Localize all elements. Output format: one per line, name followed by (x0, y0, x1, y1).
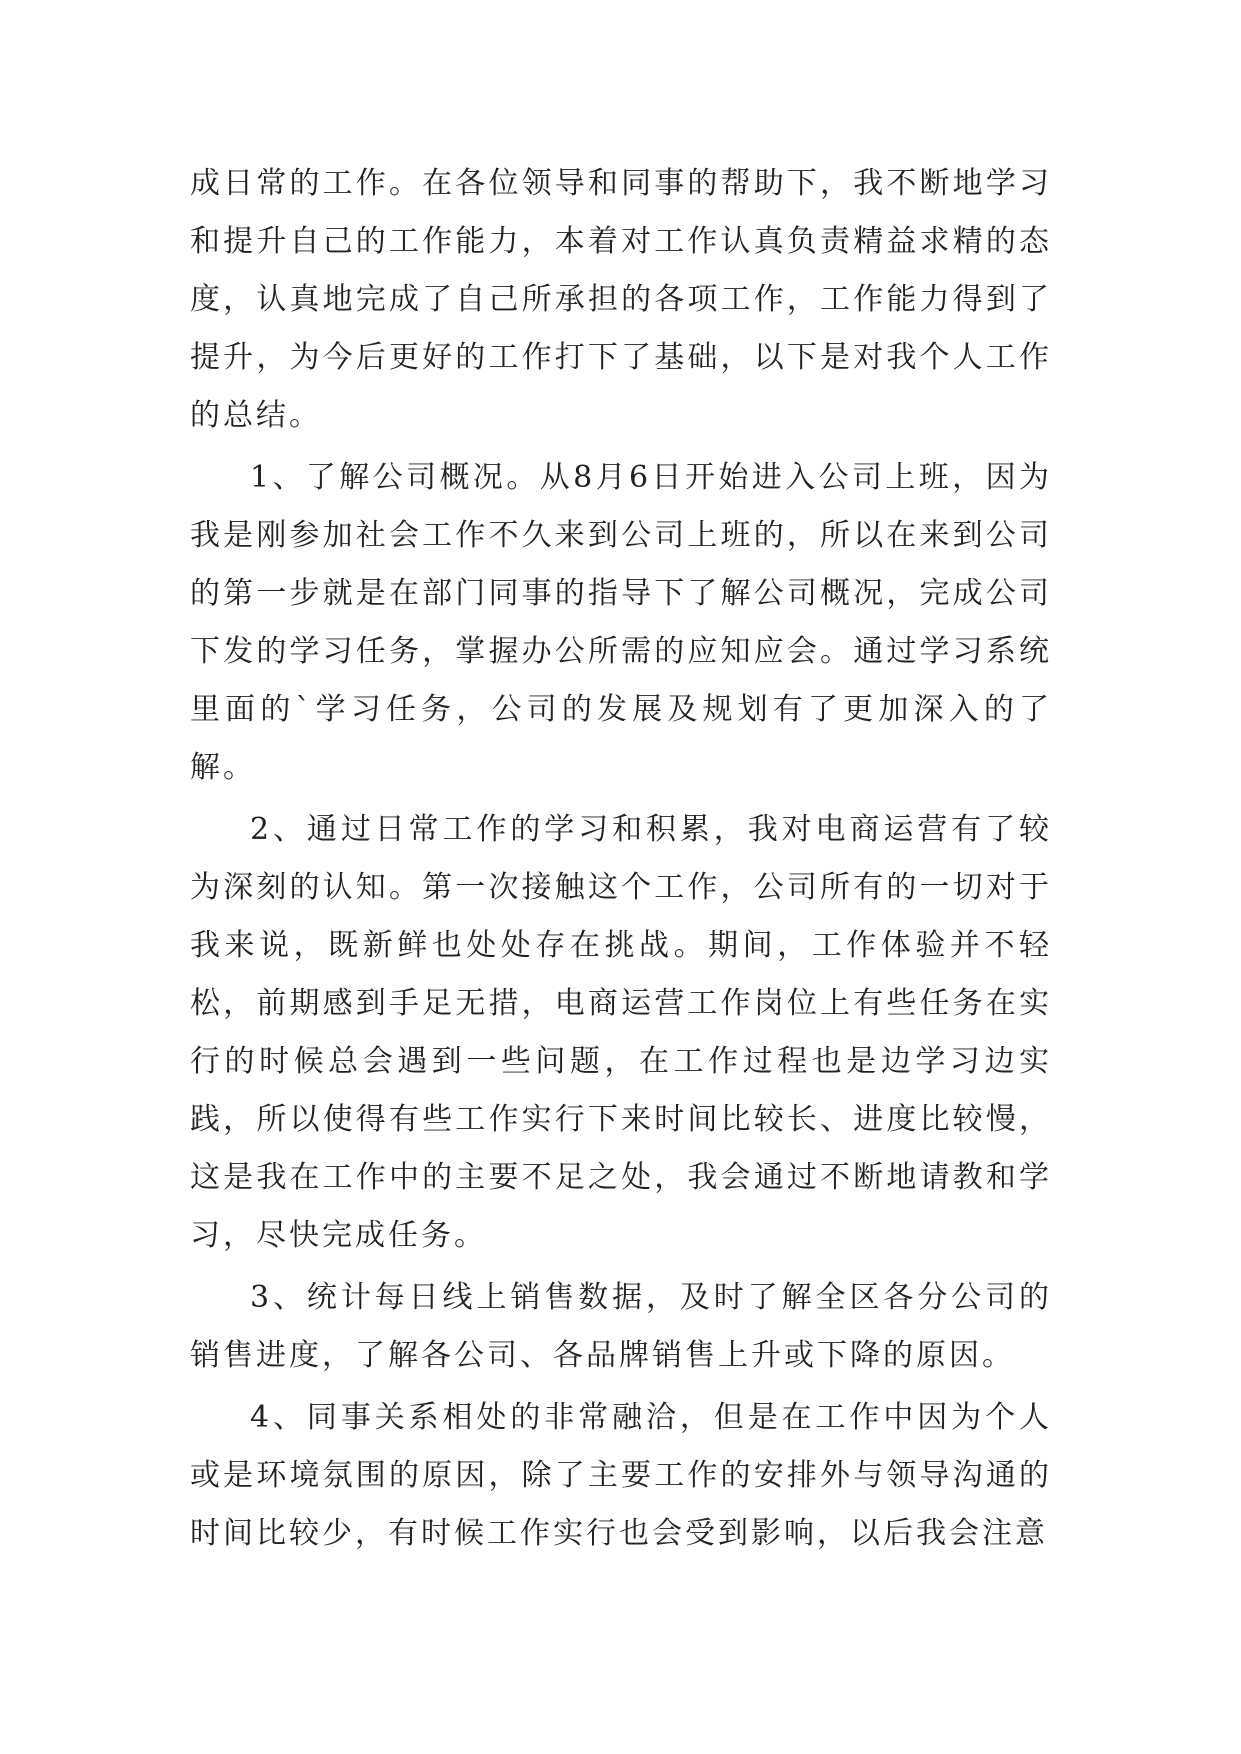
document-body (190, 155, 1052, 1563)
paragraph-item-1: 1、了解公司概况。从8月6日开始进入公司上班，因为我是刚参加社会工作不久来到公司上班的，所以在来到公司的第一步就是在部门同事的指导下了解公司概况，完成公司下发的学习任务，掌握办公所需的应知应会。通过学习系统里面的`学习任务，公司的发展及规划有了更加深入的了解。 (190, 460, 1052, 785)
paragraph-item-3: 3、统计每日线上销售数据，及时了解全区各分公司的销售进度，了解各公司、各品牌销售上升或下降的原因。 (190, 1280, 1052, 1373)
paragraph-item-4: 4、同事关系相处的非常融洽，但是在工作中因为个人或是环境氛围的原因，除了主要工作的安排外与领导沟通的时间比较少，有时候工作实行也会受到影响，以后我会注意 (190, 1400, 1052, 1551)
paragraph-item-2: 2、通过日常工作的学习和积累，我对电商运营有了较为深刻的认知。第一次接触这个工作，公司所有的一切对于我来说，既新鲜也处处存在挑战。期间，工作体验并不轻松，前期感到手足无措，电商运营工作岗位上有些任务在实行的时候总会遇到一些问题，在工作过程也是边学习边实践，所以使得有些工作实行下来时间比较长、进度比较慢，这是我在工作中的主要不足之处，我会通过不断地请教和学习，尽快完成任务。 (190, 812, 1052, 1253)
paragraph-continuation: 成日常的工作。在各位领导和同事的帮助下，我不断地学习和提升自己的工作能力，本着对工作认真负责精益求精的态度，认真地完成了自己所承担的各项工作，工作能力得到了提升，为今后更好的工作打下了基础，以下是对我个人工作的总结。 (190, 166, 1052, 433)
